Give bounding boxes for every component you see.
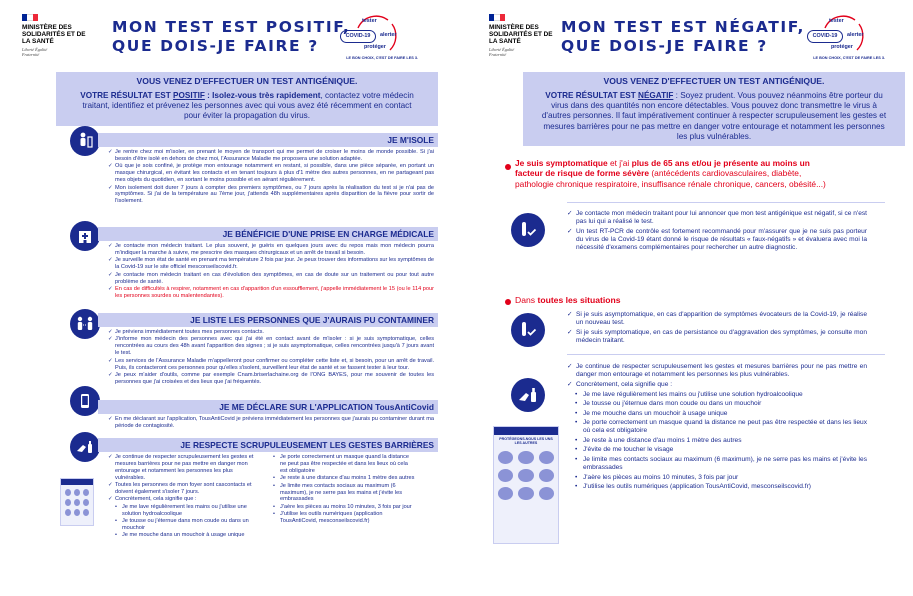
hospital-icon	[70, 221, 100, 251]
list-item: ✓ Mon isolement doit durer 7 jours à compter des premiers symptômes, ou 7 jours après la réalisation du test si je n'ai pas de symptômes. Si j'ai de la température au 7ème jour, j'attends 48h supplémentaires après disparition de la fièvre pour sortir de l'isolement.	[108, 185, 434, 206]
high-risk-condition: Je suis symptomatique et j'ai plus de 65 ans et/ou je présente au moins un facteur de risque de forme sévère (antécédents cardiovasculaires, diabète, pathologie chronique respiratoire, insuffisance rénale chronique, cancers, obésité...)	[515, 158, 826, 189]
list-item: ✓ Je rentre chez moi m'isoler, en prenant le moyen de transport qui me permet de croiser le moins de monde possible. Si j'ai besoin d'être isolé en dehors de chez moi, l'Assurance Maladie me proposera une solution adaptée.	[108, 149, 434, 163]
banner-text: VOTRE RÉSULTAT EST NÉGATIF : Soyez prudent. Vous pouvez néanmoins être porteur du virus dans des quantités non encore détectables. Vous pouvez donc transmettre le virus à d'autres personnes. Il faut impérativement continuer à respecter scrupuleusement les gestes et mesures barrières pour ne pas mettre en danger votre entourage et notamment les personnes les plus vulnérables.	[541, 91, 887, 141]
hand-washing-icon	[70, 432, 100, 462]
divider	[567, 202, 885, 203]
list-item: ✓ Je surveille mon état de santé en prenant ma température 2 fois par jour. Je peux trouver des informations sur les symptômes de la Covid-19 sur le site officiel mesconseilscovid.fr.	[108, 257, 434, 271]
bullet-item: • Je tousse ou j'éternue dans mon coude ou dans un mouchoir	[108, 518, 258, 532]
ministry-name: MINISTÈRE DES SOLIDARITÉS ET DE LA SANTÉ	[22, 24, 86, 45]
list-item: ✓ Concrètement, cela signifie que :	[108, 496, 258, 503]
tester-alerter-proteger-logo: COVID-19 tester alerter protéger	[340, 14, 402, 54]
all-situations-heading: Dans toutes les situations	[515, 295, 621, 305]
campaign-tagline: LE BON CHOIX, C'EST DE FAIRE LES 3.	[813, 56, 885, 60]
person-isolating-icon	[70, 126, 100, 156]
french-flag-icon	[489, 14, 505, 21]
list-item: ✓ Concrètement, cela signifie que :	[567, 381, 867, 389]
list-item: ✓ Où que je sois confiné, je protège mon entourage notamment en restant, si possible, dans une pièce séparée, en portant un masque chirurgical, en évitant les contacts et en tenant toujours à plus d'1 mètre des autres personnes, en ne partageant pas mes objets du quotidien, en sortant le moins possible et en aérant régulièrement.	[108, 163, 434, 184]
banner-title: VOUS VENEZ D'EFFECTUER UN TEST ANTIGÉNIQUE.	[603, 76, 825, 86]
page-title: MON TEST EST POSITIF, QUE DOIS-JE FAIRE ?	[112, 18, 351, 55]
bullet-item: • Je reste à une distance d'au moins 1 mètre des autres	[567, 437, 867, 445]
bullet-item: • J'utilise les outils numériques (application TousAntiCovid, mesconseilscovid.fr)	[567, 483, 867, 491]
all-situations-advice	[567, 311, 867, 347]
bullet-item: • Je reste à une distance d'au moins 1 mètre des autres	[266, 475, 416, 482]
section-contacts-heading: JE LISTE LES PERSONNES QUE J'AURAIS PU CONTAMINER	[98, 313, 438, 327]
symptomatic-risk-advice	[567, 210, 867, 254]
list-item: ✓ Les services de l'Assurance Maladie m'appelleront pour confirmer ou compléter cette liste et, si besoin, pour un arrêt de travail. Puis, ils contacteront ces personnes pour qu'elles s'isolent, surveillent leur état de santé et se fassent tester à leur tour.	[108, 358, 434, 372]
page-header	[475, 8, 905, 70]
banner-title: VOUS VENEZ D'EFFECTUER UN TEST ANTIGÉNIQUE.	[136, 76, 358, 86]
bullet-item: • J'aère les pièces au moins 10 minutes, 3 fois par jour	[266, 504, 416, 511]
barrier-gestures-advice	[567, 363, 867, 493]
section-isolation-heading: JE M'ISOLE	[98, 133, 438, 147]
list-item: ✓ En me déclarant sur l'application, TousAntiCovid je préviens immédiatement les personnes que j'aurais pu contaminer durant ma période de contagiosité.	[108, 416, 434, 430]
bullet-item: • Je limite mes contacts sociaux au maximum (6 maximum), je ne serre pas les mains et j'évite les embrassades	[567, 456, 867, 472]
list-item: ✓ Je peux m'aider d'outils, comme par exemple Cnam.briserlachaine.org de l'ONG BAYES, pour me souvenir de toutes les personnes que j'ai croisées et des lieux que j'ai fréquentés.	[108, 372, 434, 386]
list-item: ✓ Si je suis asymptomatique, en cas d'apparition de symptômes évocateurs de la Covid-19, je réalise un nouveau test.	[567, 311, 867, 327]
barrier-column-2	[266, 454, 416, 540]
bullet-item: • Je limite mes contacts sociaux au maximum (6 maximum), je ne serre pas les mains et j'évite les embrassades	[266, 483, 416, 504]
people-contacts-icon	[70, 309, 100, 339]
list-item: ✓ Je contacte mon médecin traitant. Le plus souvent, je guéris en quelques jours avec du repos mais mon médecin pourra m'indiquer la marche à suivre, me prescrire des masques chirurgicaux et un arrêt de travail si besoin.	[108, 243, 434, 257]
poster-title: PROTÉGEONS-NOUS LES UNS LES AUTRES	[499, 437, 553, 445]
divider	[567, 354, 885, 355]
bullet-item: • Je tousse ou j'éternue dans mon coude ou dans un mouchoir	[567, 400, 867, 408]
bullet-item: • Je porte correctement un masque quand la distance ne peut pas être respectée et dans les lieux où cela est obligatoire	[266, 454, 416, 475]
section-app-body	[108, 416, 434, 430]
tester-alerter-proteger-logo: COVID-19 tester alerter protéger	[807, 14, 869, 54]
test-tube-check-icon	[511, 313, 545, 347]
list-item: ✓ Je contacte mon médecin traitant pour lui annoncer que mon test antigénique est négatif, si ce n'est pas lui qui a réalisé le test.	[567, 210, 867, 226]
bullet-item: • Je porte correctement un masque quand la distance ne peut pas être respectée et dans les lieux où cela est obligatoire	[567, 419, 867, 435]
section-medical-heading: JE BÉNÉFICIE D'UNE PRISE EN CHARGE MÉDICALE	[98, 227, 438, 241]
bullet-item: • Je me mouche dans un mouchoir à usage unique	[108, 532, 258, 539]
hand-washing-icon	[511, 378, 545, 412]
bullet-item: • J'aère les pièces au moins 10 minutes, 3 fois par jour	[567, 474, 867, 482]
list-item: ✓ J'informe mon médecin des personnes avec qui j'ai été en contact avant de m'isoler : si je suis symptomatique, celles rencontrées au cours des 48h avant l'apparition des signes ; si je suis asymptomatique, celles rencontrées jusqu'à 7 jours avant le test.	[108, 336, 434, 357]
list-item: ✓ Je contacte mon médecin traitant en cas d'évolution des symptômes, en cas de doute sur un traitement ou pour tout autre problème de santé.	[108, 272, 434, 286]
alert-bullet-icon	[505, 164, 511, 170]
emergency-warning: ✓ En cas de difficultés à respirer, notamment en cas d'apparition d'un essoufflement, j'appelle immédiatement le 15 (ou le 114 pour les personnes sourdes ou malentendantes).	[108, 286, 434, 300]
barrier-gestures-poster-thumbnail	[493, 426, 559, 544]
list-item: ✓ Toutes les personnes de mon foyer sont cascontacts et doivent également s'isoler 7 jours.	[108, 482, 258, 496]
list-item: ✓ Si je suis symptomatique, en cas de persistance ou d'aggravation des symptômes, je consulte mon médecin traitant.	[567, 329, 867, 345]
barrier-column-1	[108, 454, 258, 540]
negative-test-page	[475, 8, 905, 586]
section-barrier-heading: JE RESPECTE SCRUPULEUSEMENT LES GESTES BARRIÈRES	[98, 438, 438, 452]
list-item: ✓ Je préviens immédiatement toutes mes personnes contacts.	[108, 329, 434, 336]
result-banner	[523, 72, 905, 146]
bullet-item: • J'évite de me toucher le visage	[567, 446, 867, 454]
list-item: ✓ Un test RT-PCR de contrôle est fortement recommandé pour m'assurer que je ne suis pas porteur du virus de la Covid-19 étant donné le risque de résultats « faux-négatifs » et évaluera avec moi la nécessité d'examens complémentaires pour rechercher un autre diagnostic.	[567, 228, 867, 253]
campaign-tagline: LE BON CHOIX, C'EST DE FAIRE LES 3.	[346, 56, 418, 60]
republic-motto: Liberté Égalité Fraternité	[489, 47, 515, 57]
section-app-heading: JE ME DÉCLARE SUR L'APPLICATION TousAntiCovid	[98, 400, 438, 414]
republic-motto: Liberté Égalité Fraternité	[22, 47, 48, 57]
result-banner	[56, 72, 438, 126]
list-item: ✓ Je continue de respecter scrupuleusement les gestes et mesures barrières pour ne pas mettre en danger mon entourage et notamment les personnes les plus vulnérables.	[567, 363, 867, 379]
section-contacts-body	[108, 329, 434, 386]
positive-test-page	[8, 8, 438, 586]
test-tube-check-icon	[511, 213, 545, 247]
page-title: MON TEST EST NÉGATIF, QUE DOIS-JE FAIRE ?	[561, 18, 805, 55]
banner-text: VOTRE RÉSULTAT EST POSITIF : Isolez-vous très rapidement, contactez votre médecin traitant, identifiez et prévenez les personnes avec qui vous avez été récemment en contact pour éviter la propagation du virus.	[80, 91, 414, 121]
bullet-item: • Je me lave régulièrement les mains ou j'utilise une solution hydroalcoolique	[567, 391, 867, 399]
alert-bullet-icon	[505, 299, 511, 305]
smartphone-icon	[70, 386, 100, 416]
section-medical-body	[108, 243, 434, 300]
list-item: ✓ Je continue de respecter scrupuleusement les gestes et mesures barrières pour ne pas mettre en danger mon entourage et notamment les personnes les plus vulnérables.	[108, 454, 258, 482]
ministry-name: MINISTÈRE DES SOLIDARITÉS ET DE LA SANTÉ	[489, 24, 553, 45]
french-flag-icon	[22, 14, 38, 21]
bullet-item: • Je me lave régulièrement les mains ou j'utilise une solution hydroalcoolique	[108, 504, 258, 518]
bullet-item: • Je me mouche dans un mouchoir à usage unique	[567, 410, 867, 418]
section-isolation-body	[108, 149, 434, 206]
barrier-gestures-poster-thumbnail	[60, 478, 94, 526]
bullet-item: • J'utilise les outils numériques (application TousAntiCovid, mesconseilscovid.fr)	[266, 511, 416, 525]
page-header	[8, 8, 438, 70]
section-barrier-body	[108, 454, 416, 540]
